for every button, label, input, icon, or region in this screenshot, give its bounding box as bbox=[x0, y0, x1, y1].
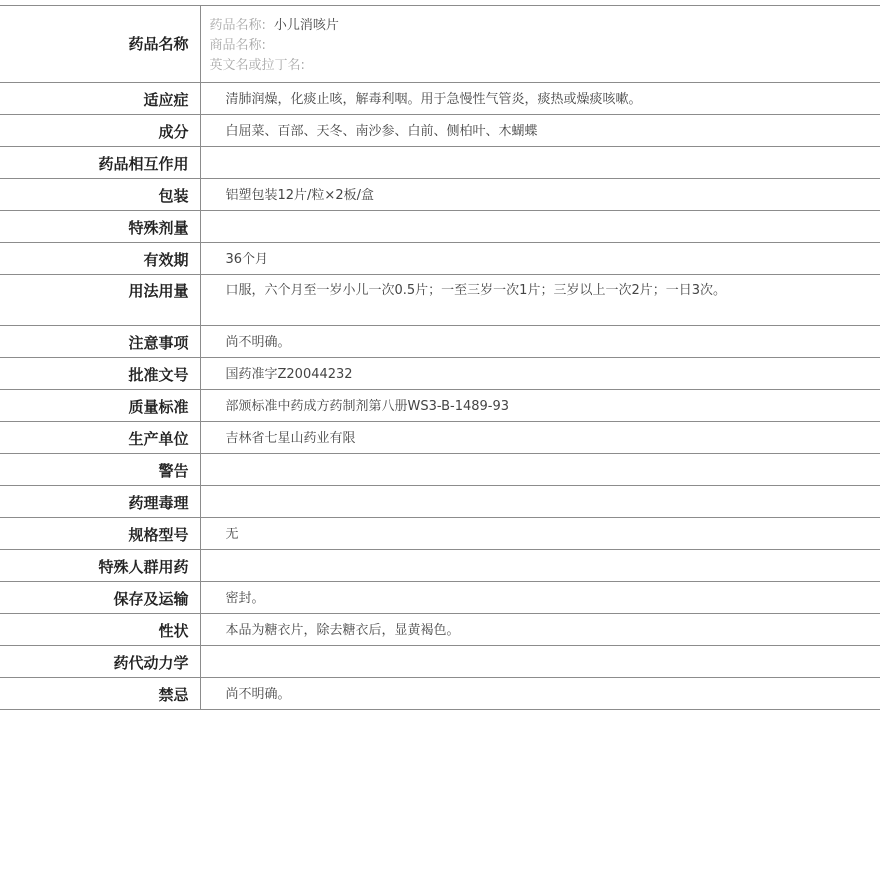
row-label: 警告 bbox=[0, 454, 200, 486]
row-label: 有效期 bbox=[0, 243, 200, 275]
latin-name-key: 英文名或拉丁名: bbox=[209, 58, 305, 73]
table-row-precautions bbox=[0, 326, 880, 358]
table-row-special-dosage bbox=[0, 211, 880, 243]
row-value: 清肺润燥，化痰止咳，解毒利咽。用于急慢性气管炎，痰热或燥痰咳嗽。 bbox=[200, 83, 880, 115]
row-value: 本品为糖衣片，除去糖衣后，显黄褐色。 bbox=[200, 614, 880, 646]
row-label: 禁忌 bbox=[0, 678, 200, 710]
row-label: 成分 bbox=[0, 115, 200, 147]
dosage-text: 口服，六个月至一岁小儿一次0.5片；一至三岁一次1片；三岁以上一次2片；一日3次。 bbox=[225, 283, 726, 298]
row-label: 注意事项 bbox=[0, 326, 200, 358]
drug-info-table bbox=[0, 5, 880, 710]
table-row-contraindications bbox=[0, 678, 880, 710]
drug-name-key: 药品名称: bbox=[209, 18, 266, 33]
drug-name-line bbox=[210, 16, 880, 36]
row-label: 规格型号 bbox=[0, 518, 200, 550]
row-value: 吉林省七星山药业有限 bbox=[200, 422, 880, 454]
row-value: 尚不明确。 bbox=[200, 678, 880, 710]
row-label: 包装 bbox=[0, 179, 200, 211]
row-label: 特殊剂量 bbox=[0, 211, 200, 243]
table-row-drug-names bbox=[0, 6, 880, 83]
row-value: 36个月 bbox=[200, 243, 880, 275]
row-value bbox=[200, 454, 880, 486]
row-value: 国药准字Z20044232 bbox=[200, 358, 880, 390]
table-row-storage bbox=[0, 582, 880, 614]
row-label: 药品名称 bbox=[0, 6, 200, 83]
row-label: 药代动力学 bbox=[0, 646, 200, 678]
row-value bbox=[200, 275, 880, 326]
trade-name-line bbox=[210, 36, 880, 56]
row-label: 保存及运输 bbox=[0, 582, 200, 614]
row-value: 无 bbox=[200, 518, 880, 550]
row-value: 铝塑包装12片/粒×2板/盒 bbox=[200, 179, 880, 211]
table-row-pharmacokinetics bbox=[0, 646, 880, 678]
row-value bbox=[200, 211, 880, 243]
row-value bbox=[200, 550, 880, 582]
row-label: 药理毒理 bbox=[0, 486, 200, 518]
table-row-warnings bbox=[0, 454, 880, 486]
table-row-ingredients bbox=[0, 115, 880, 147]
row-label: 特殊人群用药 bbox=[0, 550, 200, 582]
row-value bbox=[200, 646, 880, 678]
table-row-pharmacology bbox=[0, 486, 880, 518]
drug-names-cell bbox=[200, 6, 880, 83]
table-row-description bbox=[0, 614, 880, 646]
row-value bbox=[200, 486, 880, 518]
table-row-approval-number bbox=[0, 358, 880, 390]
row-label: 适应症 bbox=[0, 83, 200, 115]
row-value: 密封。 bbox=[200, 582, 880, 614]
table-row-interactions bbox=[0, 147, 880, 179]
row-label: 质量标准 bbox=[0, 390, 200, 422]
table-row-indications bbox=[0, 83, 880, 115]
table-row-special-populations bbox=[0, 550, 880, 582]
table-row-quality-standard bbox=[0, 390, 880, 422]
row-value: 白屈菜、百部、天冬、南沙参、白前、侧柏叶、木蝴蝶 bbox=[200, 115, 880, 147]
row-value: 部颁标准中药成方药制剂第八册WS3-B-1489-93 bbox=[200, 390, 880, 422]
table-row-manufacturer bbox=[0, 422, 880, 454]
table-row-dosage bbox=[0, 275, 880, 326]
row-label: 批准文号 bbox=[0, 358, 200, 390]
latin-name-line bbox=[210, 56, 880, 76]
table-row-specification bbox=[0, 518, 880, 550]
row-label: 生产单位 bbox=[0, 422, 200, 454]
row-value: 尚不明确。 bbox=[200, 326, 880, 358]
row-label: 药品相互作用 bbox=[0, 147, 200, 179]
row-label: 用法用量 bbox=[0, 275, 200, 326]
trade-name-key: 商品名称: bbox=[209, 38, 266, 53]
table-row-packaging bbox=[0, 179, 880, 211]
row-value bbox=[200, 147, 880, 179]
row-label: 性状 bbox=[0, 614, 200, 646]
drug-name-value: 小儿消咳片 bbox=[273, 18, 339, 33]
table-row-shelf-life bbox=[0, 243, 880, 275]
